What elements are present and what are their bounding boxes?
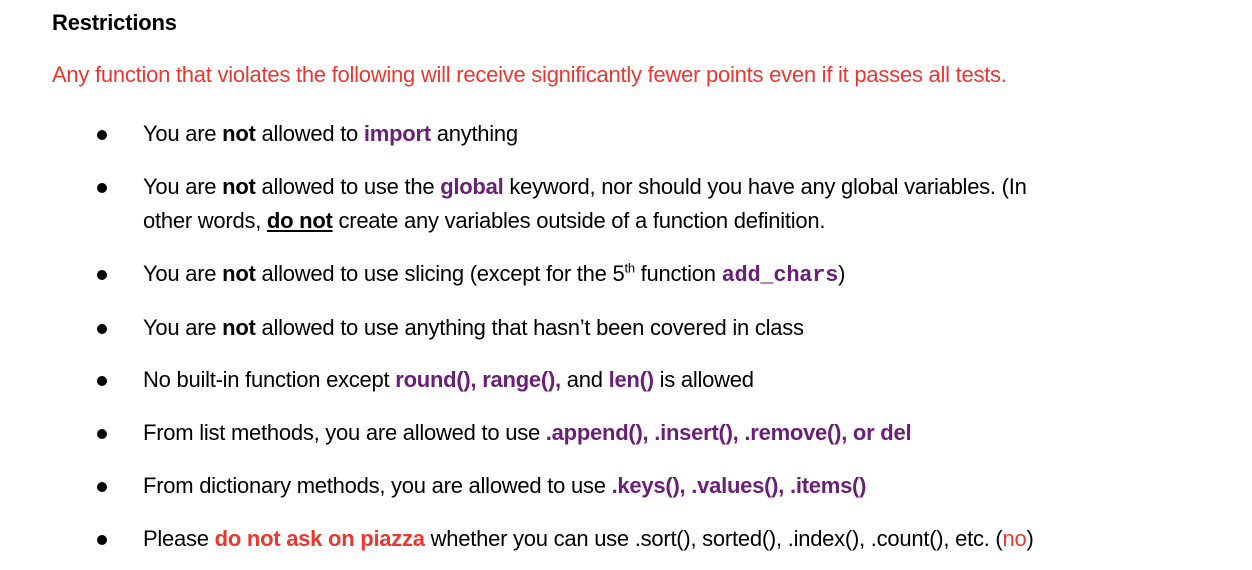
text-span: You are [143, 121, 223, 146]
warning-text: Any function that violates the following will receive significantly fewer points even if it passes all tests. [52, 62, 1007, 87]
list-item-text [143, 469, 1223, 503]
text-span: other words, [143, 208, 267, 233]
text-span: From list methods, you are allowed to use [143, 420, 546, 445]
bullet-icon [97, 376, 107, 386]
keyword-import: import [363, 121, 431, 146]
keyword-list-methods: .append(), .insert(), .remove(), or del [545, 420, 912, 445]
text-span: allowed to use anything that hasn’t been covered in class [255, 315, 804, 340]
text-span: You are [143, 261, 223, 286]
keyword-dict-methods: .keys(), .values(), .items() [611, 473, 867, 498]
emphasis-do-not-ask: do not ask on piazza [214, 526, 425, 551]
text-span: allowed to [255, 121, 364, 146]
text-span: From dictionary methods, you are allowed to use [143, 473, 612, 498]
bullet-icon [97, 183, 107, 193]
emphasis-not: not [222, 315, 256, 340]
list-item-text [143, 416, 1223, 450]
list-item-text [143, 257, 1223, 293]
text-span: Please [143, 526, 215, 551]
keyword-global: global [440, 174, 504, 199]
list-item-text [143, 363, 1223, 397]
emphasis-not: not [222, 261, 256, 286]
text-span: keyword, nor should you have any global variables. (In [503, 174, 1027, 199]
text-span: whether you can use .sort(), sorted(), .index(), .count(), etc. ( [424, 526, 1003, 551]
text-span: and [560, 367, 609, 392]
list-item-text [143, 311, 1223, 345]
bullet-icon [97, 270, 107, 280]
bullet-icon [97, 429, 107, 439]
bullet-icon [97, 324, 107, 334]
text-span: You are [143, 315, 223, 340]
text-span: allowed to use slicing (except for the 5 [255, 261, 625, 286]
code-add-chars: add_chars [721, 263, 839, 288]
emphasis-not: not [222, 121, 256, 146]
text-span: ) [838, 261, 846, 286]
bullet-icon [97, 535, 107, 545]
emphasis-not: not [222, 174, 256, 199]
emphasis-no: no [1002, 526, 1027, 551]
list-item-text [143, 117, 1223, 151]
text-span: You are [143, 174, 223, 199]
list-item-text [143, 170, 1223, 238]
bullet-icon [97, 482, 107, 492]
text-span: No built-in function except [143, 367, 396, 392]
keyword-builtins: round(), range(), [395, 367, 561, 392]
bullet-icon [97, 130, 107, 140]
superscript: th [624, 260, 635, 276]
text-span: ) [1026, 526, 1034, 551]
emphasis-do-not: do not [266, 208, 333, 233]
text-span: anything [430, 121, 518, 146]
text-span: create any variables outside of a function definition. [332, 208, 826, 233]
list-item-text [143, 522, 1223, 556]
text-span: function [634, 261, 722, 286]
text-span: is allowed [653, 367, 754, 392]
text-span: allowed to use the [255, 174, 441, 199]
section-heading: Restrictions [52, 10, 177, 35]
keyword-len: len() [608, 367, 654, 392]
